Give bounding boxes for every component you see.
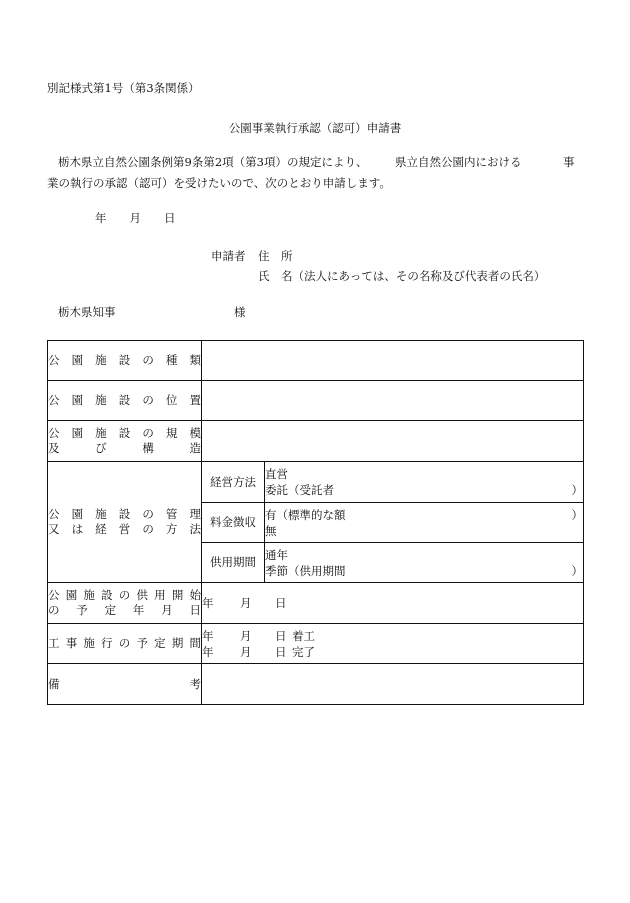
label-char: 供 [136,588,148,602]
label-char: 用 [154,588,166,602]
label-char: 施 [83,636,95,650]
kind-label-cell [48,341,202,381]
start-date-day: 日 [275,596,287,610]
label-char: 期 [171,636,184,650]
label-char: 工 [48,636,60,650]
label-char: 年 [132,603,145,617]
label-char: 施 [95,393,107,407]
construction-end-suffix: 完了 [292,644,315,659]
start-date-month: 月 [240,596,252,610]
remarks-value-cell [202,664,584,705]
construction-period-cell [202,624,584,664]
label-char: 事 [65,636,78,650]
label-char: 月 [161,603,173,617]
label-char: 設 [118,393,131,407]
location-label-cell [48,381,202,421]
applicant-name-label: 氏 名（法人にあっては、その名称及び代表者の氏名） [258,269,546,283]
period-option-seasonal-text: 季節（供用期間 [265,563,346,578]
start-date-year: 年 [202,596,214,610]
operation-value-cell [265,462,584,503]
label-char: 間 [189,636,201,650]
label-char: の [142,393,154,407]
body-line1-part3: 事 [563,155,575,169]
start-label-line2 [48,603,201,618]
scale-label-line2 [48,441,201,456]
management-label-line1 [48,507,201,522]
fee-close-paren: ） [571,507,583,522]
fee-label: 料金徴収 [202,503,265,543]
operation-label: 経営方法 [202,462,265,503]
label-char: 施 [95,353,107,367]
label-char: 公 [48,507,60,521]
label-char: 法 [189,522,201,536]
location-label [48,393,201,408]
fee-value-cell [265,503,584,543]
construction-end-day: 日 [275,644,287,659]
label-char: 類 [189,353,201,367]
label-char: 開 [171,588,184,602]
addressee-name: 栃木県知事 [58,305,116,319]
table-row-scale [48,421,584,462]
table-row-kind [48,341,584,381]
operation-option-consigned [265,482,583,498]
label-char: 方 [165,522,178,536]
label-char: 種 [165,353,178,367]
table-row-remarks [48,664,584,705]
label-char: 位 [165,393,178,407]
construction-start-suffix: 着工 [292,628,315,643]
label-char: 始 [189,588,201,602]
scale-label-cell [48,421,202,462]
table-row-operation [48,462,584,503]
label-char: 園 [71,393,84,407]
applicant-label: 申請者 [211,249,246,263]
location-value-cell [202,381,584,421]
label-char: 構 [142,441,154,455]
label-char: の [142,507,154,521]
remarks-label-cell [48,664,202,705]
period-option-yearround [265,547,583,563]
period-label: 供用期間 [202,543,265,583]
label-char: の [48,603,60,617]
construction-label-cell [48,624,202,664]
addressee-honorific: 様 [234,305,246,319]
label-char: 日 [189,603,201,617]
construction-start [202,628,583,644]
application-table [47,340,584,705]
label-char: の [142,426,154,440]
start-label-line1 [48,588,201,603]
fee-option-no-text: 無 [265,523,277,538]
label-char: 公 [48,426,60,440]
label-char: 設 [118,507,131,521]
construction-end-month: 月 [240,644,252,659]
table-row-start-date [48,583,584,624]
construction-start-year: 年 [202,628,214,643]
period-option-seasonal [265,563,583,579]
operation-option-direct [265,466,583,482]
construction-start-day: 日 [275,628,287,643]
label-char: の [118,636,131,650]
scale-label-line1 [48,426,201,441]
label-char: 園 [71,507,84,521]
label-char: 施 [83,588,95,602]
label-char: 備 [48,676,60,691]
label-char: 管 [165,507,178,521]
label-char: 施 [95,507,107,521]
construction-end-year: 年 [202,644,214,659]
body-line1-part1: 栃木県立自然公園条例第9条第2項（第3項）の規定により、 [58,155,368,169]
label-char: の [142,522,154,536]
label-char: 園 [71,426,84,440]
label-char: び [95,441,107,455]
label-char: は [71,522,84,536]
operation-option-direct-text: 直営 [265,467,288,481]
label-char: 造 [189,441,201,455]
operation-option-consigned-text: 委託（受託者 [265,483,334,497]
start-date-cell [202,583,584,624]
period-close-paren: ） [571,563,583,578]
label-char: の [142,353,154,367]
label-char: 行 [101,636,113,650]
kind-label [48,353,201,368]
label-char: 予 [136,636,148,650]
application-date: 年 月 日 [95,211,176,225]
label-char: 経 [95,522,107,536]
remarks-label [48,677,201,692]
label-char: 定 [154,636,166,650]
label-char: 設 [118,353,131,367]
label-char: 置 [189,393,201,407]
label-char: 及 [48,441,60,455]
start-date [202,595,583,611]
label-char: の [118,588,131,602]
fee-option-yes [265,507,583,523]
kind-value-cell [202,341,584,381]
construction-end [202,644,583,660]
applicant-address-label: 住 所 [258,249,293,263]
label-char: 園 [71,353,84,367]
scale-value-cell [202,421,584,462]
label-char: 設 [118,426,131,440]
management-label-line2 [48,522,201,537]
operation-close-paren: ） [571,483,583,497]
label-char: 園 [65,588,78,602]
label-char: 公 [48,588,60,602]
label-char: 又 [48,522,60,536]
label-char: 予 [76,603,88,617]
fee-option-yes-text: 有（標準的な額 [265,507,346,522]
fee-option-no [265,523,583,539]
table-row-location [48,381,584,421]
label-char: 定 [104,603,117,617]
start-label-cell [48,583,202,624]
label-char: 模 [189,426,201,440]
management-label-cell [48,462,202,583]
period-value-cell [265,543,584,583]
body-line1-part2: 県立自然公園内における [395,155,522,169]
period-option-yearround-text: 通年 [265,547,288,562]
label-char: 理 [189,507,201,521]
body-line2: 業の執行の承認（認可）を受けたいので、次のとおり申請します。 [47,176,391,190]
page-title: 公園事業執行承認（認可）申請書 [228,121,402,135]
label-char: 考 [189,676,201,691]
form-reference: 別記様式第1号（第3条関係） [47,81,200,95]
construction-start-month: 月 [240,628,252,643]
label-char: 設 [101,588,113,602]
label-char: 施 [95,426,107,440]
table-row-construction [48,624,584,664]
construction-label [48,636,201,651]
label-char: 公 [48,393,60,407]
label-char: 公 [48,353,60,367]
label-char: 営 [118,522,131,536]
label-char: 規 [165,426,178,440]
